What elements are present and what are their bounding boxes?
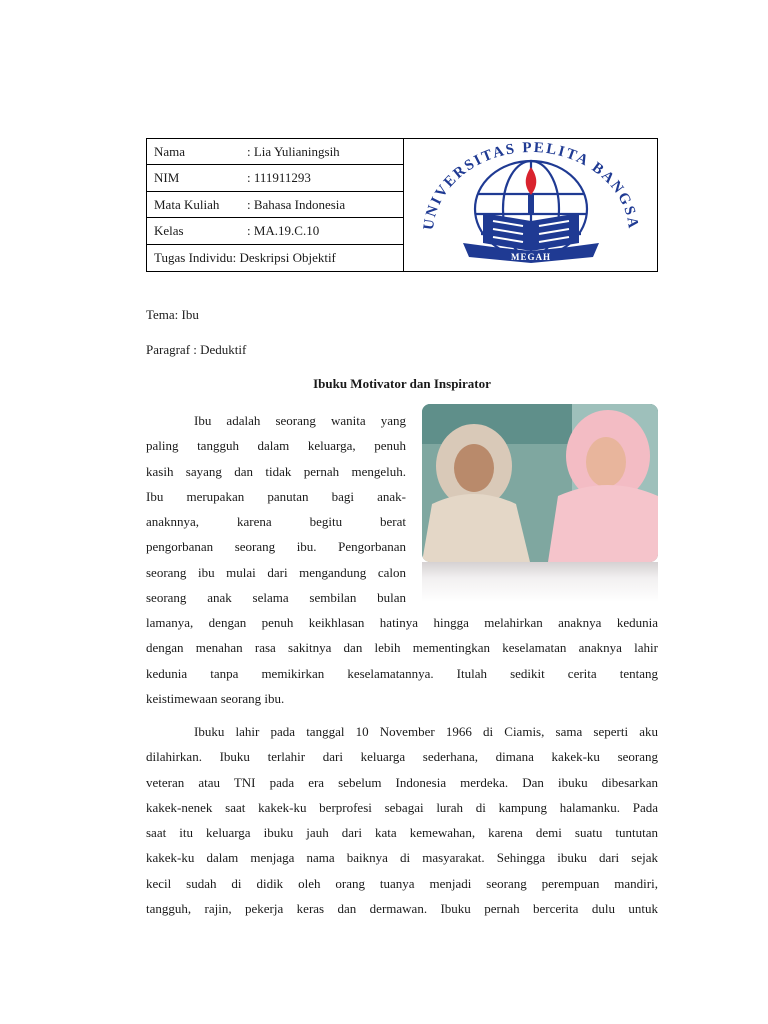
tema-line: Tema: Ibu — [146, 307, 199, 322]
identity-table — [146, 138, 658, 272]
university-logo — [403, 139, 657, 271]
row-value: : Lia Yulianingsih — [247, 144, 340, 159]
p1-line: pengorbanan seorang ibu. Pengorbanan — [146, 539, 406, 555]
identity-row-nama — [147, 139, 403, 165]
p1-line: Ibu adalah seorang wanita yang — [194, 413, 406, 428]
row-value: : 111911293 — [247, 170, 311, 186]
p2-line: Ibuku lahir pada tanggal 10 November 1966 di Ciamis, sama seperti aku — [194, 724, 658, 739]
p2-line: kecil sudah di didik oleh orang tuanya menjadi seorang perempuan mandiri, — [146, 875, 658, 891]
identity-row-kelas — [147, 218, 403, 244]
identity-row-mata-kuliah — [147, 192, 403, 218]
identity-rows — [147, 139, 404, 271]
p1-line: dengan menahan rasa sakitnya dan lebih mementingkan keselamatan anaknya lahir — [146, 640, 658, 656]
paragraph-1-wrapped — [146, 408, 406, 610]
p1-line: anaknnya, karena begitu berat — [146, 514, 406, 530]
row-value: : MA.19.C.10 — [247, 223, 320, 239]
row-label: Mata Kuliah — [154, 196, 220, 212]
photo-illustration — [422, 404, 658, 562]
p1-line: lamanya, dengan penuh keikhlasan hatinya hingga melahirkan anaknya kedunia — [146, 615, 658, 630]
p1-line: seorang ibu mulai dari mengandung calon — [146, 564, 406, 580]
paragraf-line: Paragraf : Deduktif — [146, 342, 247, 357]
logo-banner-text: MEGAH — [511, 252, 551, 262]
row-value: : Bahasa Indonesia — [247, 196, 346, 212]
mother-daughter-photo — [422, 404, 658, 562]
p1-line: seorang anak selama sembilan bulan — [146, 590, 406, 606]
photo-reflection — [422, 562, 658, 602]
p2-line: veteran atau TNI pada era sebelum Indonesia merdeka. Dan ibuku dibesarkan — [146, 774, 658, 790]
p1-line: kasih sayang dan tidak pernah mengeluh. — [146, 463, 406, 479]
identity-row-tugas — [147, 245, 403, 271]
logo-arc-text: UNIVERSITAS PELITA BANGSA — [420, 139, 642, 232]
flame-icon — [526, 167, 537, 213]
row-label: NIM — [154, 170, 180, 186]
row-value: Deskripsi Objektif — [236, 249, 336, 265]
identity-row-nim — [147, 165, 403, 191]
row-label: Tugas Individu: — [154, 249, 237, 265]
p2-line: tangguh, rajin, pekerja keras dan dermawan. Ibuku pernah bercerita dulu untuk — [146, 901, 658, 917]
row-label: Kelas — [154, 223, 184, 239]
p2-line: saat itu keluarga ibuku jauh dari kata kemewahan, karena demi suatu tuntutan — [146, 825, 658, 841]
p1-line: keistimewaan seorang ibu. — [146, 690, 285, 706]
paragraph-1-full — [146, 610, 658, 711]
p2-line: dilahirkan. Ibuku terlahir dari keluarga sederhana, dimana kakek-ku seorang — [146, 749, 658, 765]
p2-line: kakek-nenek saat kakek-ku berprofesi sebagai lurah di kampung halamanku. Pada — [146, 799, 658, 815]
p1-line: Ibu merupakan panutan bagi anak- — [146, 488, 406, 504]
logo-cell — [403, 139, 657, 271]
row-label: Nama — [154, 144, 186, 159]
p2-line: kakek-ku dalam menjaga nama baiknya di masyarakat. Sehingga ibuku dari sejak — [146, 850, 658, 866]
p1-line: kedunia tanpa memikirkan keselamatannya. Itulah sedikit cerita tentang — [146, 665, 658, 681]
paragraph-2 — [146, 719, 658, 921]
p1-line: paling tangguh dalam keluarga, penuh — [146, 438, 406, 454]
article-title: Ibuku Motivator dan Inspirator — [313, 376, 491, 391]
